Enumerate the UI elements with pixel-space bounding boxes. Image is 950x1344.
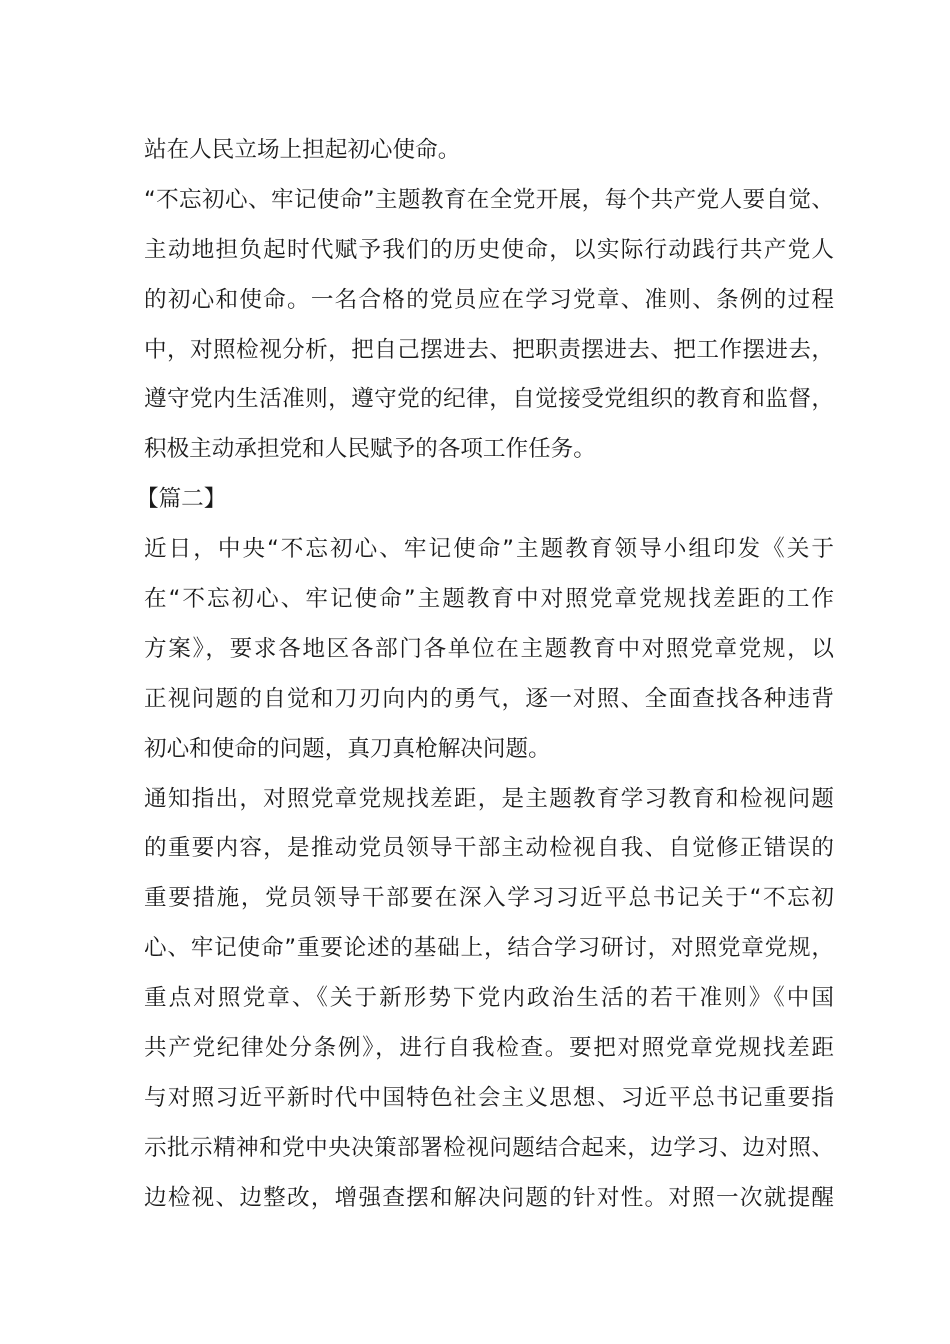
document-body <box>136 126 834 1224</box>
text-line: 重要措施，党员领导干部要在深入学习习近平总书记关于“不忘初 <box>144 885 834 912</box>
text-line: 心、牢记使命”重要论述的基础上，结合学习研讨，对照党章党规， <box>144 935 834 962</box>
text-line: 边检视、边整改，增强查摆和解决问题的针对性。对照一次就提醒 <box>144 1184 834 1211</box>
text-line: 方案》，要求各地区各部门各单位在主题教育中对照党章党规，以 <box>144 635 834 662</box>
text-line: 在“不忘初心、牢记使命”主题教育中对照党章党规找差距的工作 <box>144 586 834 613</box>
text-line: 的重要内容，是推动党员领导干部主动检视自我、自觉修正错误的 <box>144 835 834 862</box>
section-heading: 【篇二】 <box>136 486 227 513</box>
text-line: 正视问题的自觉和刀刃向内的勇气，逐一对照、全面查找各种违背 <box>144 685 834 712</box>
text-line: 共产党纪律处分条例》，进行自我检查。要把对照党章党规找差距 <box>144 1035 834 1062</box>
text-line: 重点对照党章、《关于新形势下党内政治生活的若干准则》《中国 <box>144 985 834 1012</box>
text-line: 站在人民立场上担起初心使命。 <box>144 137 461 163</box>
text-line: 中，对照检视分析，把自己摆进去、把职责摆进去、把工作摆进去， <box>144 336 834 363</box>
text-line: 与对照习近平新时代中国特色社会主义思想、习近平总书记重要指 <box>144 1084 834 1111</box>
text-line: 近日，中央“不忘初心、牢记使命”主题教育领导小组印发《关于 <box>144 536 834 563</box>
text-line: 的初心和使命。一名合格的党员应在学习党章、准则、条例的过程 <box>144 286 834 313</box>
text-line: 初心和使命的问题，真刀真枪解决问题。 <box>144 735 551 762</box>
text-line: 主动地担负起时代赋予我们的历史使命，以实际行动践行共产党人 <box>144 236 834 263</box>
text-line: 示批示精神和党中央决策部署检视问题结合起来，边学习、边对照、 <box>144 1134 834 1161</box>
text-line: 积极主动承担党和人民赋予的各项工作任务。 <box>144 436 596 463</box>
text-line: “不忘初心、牢记使命”主题教育在全党开展，每个共产党人要自觉、 <box>144 186 834 213</box>
text-line: 通知指出，对照党章党规找差距，是主题教育学习教育和检视问题 <box>144 785 834 812</box>
text-line: 遵守党内生活准则，遵守党的纪律，自觉接受党组织的教育和监督， <box>144 386 834 413</box>
